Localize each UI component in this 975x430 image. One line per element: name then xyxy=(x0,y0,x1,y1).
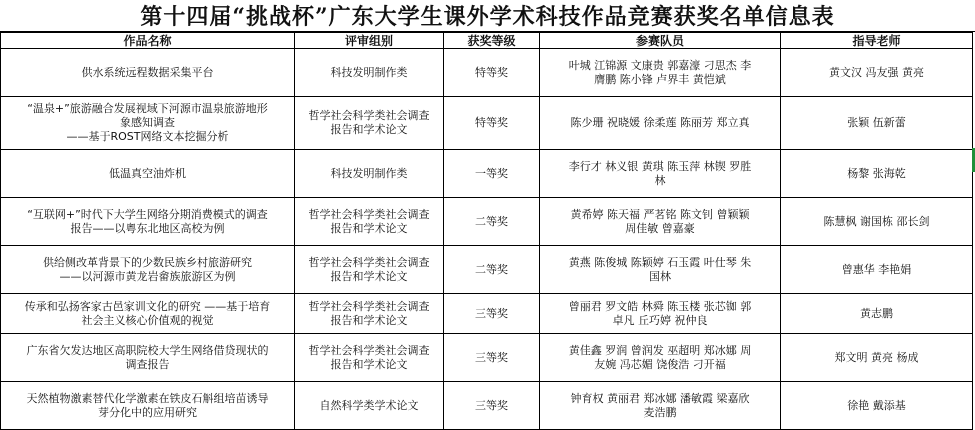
cell-level: 三等奖 xyxy=(444,294,540,334)
cell-category: 哲学社会科学类社会调查 报告和学术论文 xyxy=(295,294,444,334)
cell-advisor: 郑文明 黄亮 杨成 xyxy=(781,334,973,382)
header-advisor: 指导老师 xyxy=(781,33,973,49)
awards-table xyxy=(0,32,973,430)
cell-advisor: 杨黎 张海乾 xyxy=(781,150,973,198)
cell-level: 一等奖 xyxy=(444,150,540,198)
cell-work: “互联网+”时代下大学生网络分期消费模式的调查 报告——以粤东北地区高校为例 xyxy=(1,198,295,246)
cell-team: 曾丽君 罗文皓 林舜 陈玉楼 张芯铷 郭 卓凡 丘巧婷 祝仲良 xyxy=(540,294,781,334)
cell-category: 哲学社会科学类社会调查 报告和学术论文 xyxy=(295,198,444,246)
cell-work: 广东省欠发达地区高职院校大学生网络借贷现状的 调查报告 xyxy=(1,334,295,382)
table-row xyxy=(1,49,973,97)
cell-level: 三等奖 xyxy=(444,334,540,382)
cell-advisor: 陈慧枫 谢国栋 邵长剑 xyxy=(781,198,973,246)
table-row xyxy=(1,334,973,382)
cell-advisor: 张颖 伍新蕾 xyxy=(781,97,973,150)
header-category: 评审组别 xyxy=(295,33,444,49)
cell-category: 自然科学类学术论文 xyxy=(295,382,444,430)
header-team: 参赛队员 xyxy=(540,33,781,49)
cell-advisor: 曾惠华 李艳娟 xyxy=(781,246,973,294)
table-row xyxy=(1,246,973,294)
cell-work: “温泉+”旅游融合发展视域下河源市温泉旅游地形 象感知调查 ——基于ROST网络文本挖掘分析 xyxy=(1,97,295,150)
cell-level: 特等奖 xyxy=(444,49,540,97)
table-row xyxy=(1,198,973,246)
header-work: 作品名称 xyxy=(1,33,295,49)
cell-work: 传承和弘扬客家古邑家训文化的研究 ——基于培育 社会主义核心价值观的视觉 xyxy=(1,294,295,334)
table-row xyxy=(1,150,973,198)
cell-category: 哲学社会科学类社会调查 报告和学术论文 xyxy=(295,246,444,294)
cell-level: 二等奖 xyxy=(444,246,540,294)
cell-level: 二等奖 xyxy=(444,198,540,246)
header-level: 获奖等级 xyxy=(444,33,540,49)
cell-level: 三等奖 xyxy=(444,382,540,430)
cell-advisor: 黄文汉 冯友强 黄亮 xyxy=(781,49,973,97)
cell-work: 供给侧改革背景下的少数民族乡村旅游研究 ——以河源市黄龙岩畲族旅游区为例 xyxy=(1,246,295,294)
cell-advisor: 黄志鹏 xyxy=(781,294,973,334)
cell-team: 黄希婷 陈天福 严茗铭 陈文钊 曾颖颖 周佳敏 曾嘉豪 xyxy=(540,198,781,246)
cell-category: 科技发明制作类 xyxy=(295,150,444,198)
cell-team: 黄佳鑫 罗润 曾润发 巫超明 郑冰娜 周 友婉 冯芯媚 饶俊浩 刁开福 xyxy=(540,334,781,382)
cell-work: 低温真空油炸机 xyxy=(1,150,295,198)
cell-category: 哲学社会科学类社会调查 报告和学术论文 xyxy=(295,334,444,382)
cell-team: 钟育权 黄丽君 郑冰娜 潘敏霞 梁嘉欣 麦浩鹏 xyxy=(540,382,781,430)
cell-advisor: 徐艳 戴添基 xyxy=(781,382,973,430)
cell-team: 黄燕 陈俊城 陈颖婷 石玉霞 叶仕琴 朱 国林 xyxy=(540,246,781,294)
cell-level: 特等奖 xyxy=(444,97,540,150)
cell-category: 哲学社会科学类社会调查 报告和学术论文 xyxy=(295,97,444,150)
table-row xyxy=(1,294,973,334)
cell-team: 陈少珊 祝晓媛 徐柔莲 陈丽芳 郑立真 xyxy=(540,97,781,150)
cell-category: 科技发明制作类 xyxy=(295,49,444,97)
table-row xyxy=(1,97,973,150)
cell-team: 李行才 林义银 黄琪 陈玉萍 林锲 罗胜 林 xyxy=(540,150,781,198)
header-row xyxy=(1,33,973,49)
cell-work: 供水系统远程数据采集平台 xyxy=(1,49,295,97)
cell-work: 天然植物激素替代化学激素在铁皮石斛组培苗诱导 芽分化中的应用研究 xyxy=(1,382,295,430)
cell-team: 叶城 江锦源 文康贵 郭嘉濠 刁思杰 李 膺鹏 陈小锋 卢界丰 黄恺斌 xyxy=(540,49,781,97)
page-title: 第十四届“挑战杯”广东大学生课外学术科技作品竞赛获奖名单信息表 xyxy=(0,0,975,32)
table-row xyxy=(1,382,973,430)
